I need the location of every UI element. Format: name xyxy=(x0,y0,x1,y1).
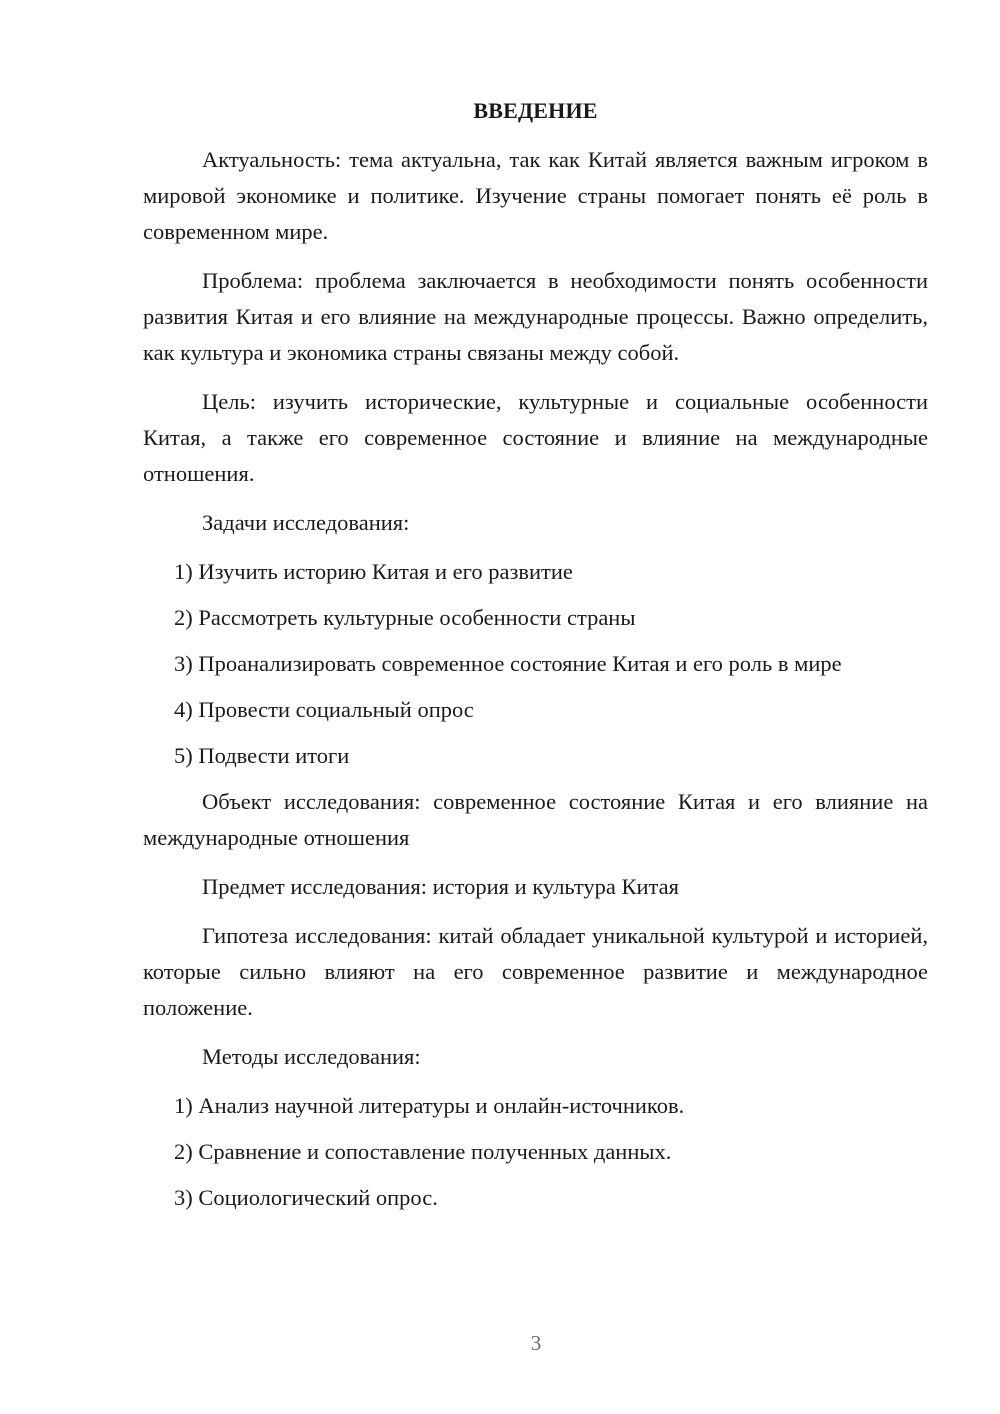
object-paragraph: Объект исследования: современное состояние Китая и его влияние на международные отношения xyxy=(143,789,928,850)
method-item: 1) Анализ научной литературы и онлайн-источников. xyxy=(174,1093,685,1118)
task-item: 1) Изучить историю Китая и его развитие xyxy=(174,559,573,584)
task-item: 2) Рассмотреть культурные особенности страны xyxy=(174,605,636,630)
methods-heading: Методы исследования: xyxy=(202,1044,421,1069)
page-title: ВВЕДЕНИЕ xyxy=(473,98,598,123)
task-item: 3) Проанализировать современное состояние Китая и его роль в мире xyxy=(174,651,842,676)
goal-paragraph: Цель: изучить исторические, культурные и социальные особенности Китая, а также его современное состояние и влияние на международные отношения. xyxy=(143,389,928,486)
tasks-heading: Задачи исследования: xyxy=(202,510,410,535)
task-item: 5) Подвести итоги xyxy=(174,743,350,768)
hypothesis-paragraph: Гипотеза исследования: китай обладает уникальной культурой и историей, которые сильно влияют на его современное развитие и международное положение. xyxy=(143,923,928,1020)
document-body xyxy=(143,142,928,1226)
relevance-paragraph: Актуальность: тема актуальна, так как Китай является важным игроком в мировой экономике и политике. Изучение страны помогает понять её роль в современном мире. xyxy=(143,147,928,244)
subject-paragraph: Предмет исследования: история и культура Китая xyxy=(202,874,679,899)
method-item: 2) Сравнение и сопоставление полученных данных. xyxy=(174,1139,672,1164)
page-number: 3 xyxy=(530,1331,542,1355)
method-item: 3) Социологический опрос. xyxy=(174,1185,438,1210)
problem-paragraph: Проблема: проблема заключается в необходимости понять особенности развития Китая и его влияние на международные процессы. Важно определить, как культура и экономика страны связаны между собой. xyxy=(143,268,928,365)
task-item: 4) Провести социальный опрос xyxy=(174,697,474,722)
